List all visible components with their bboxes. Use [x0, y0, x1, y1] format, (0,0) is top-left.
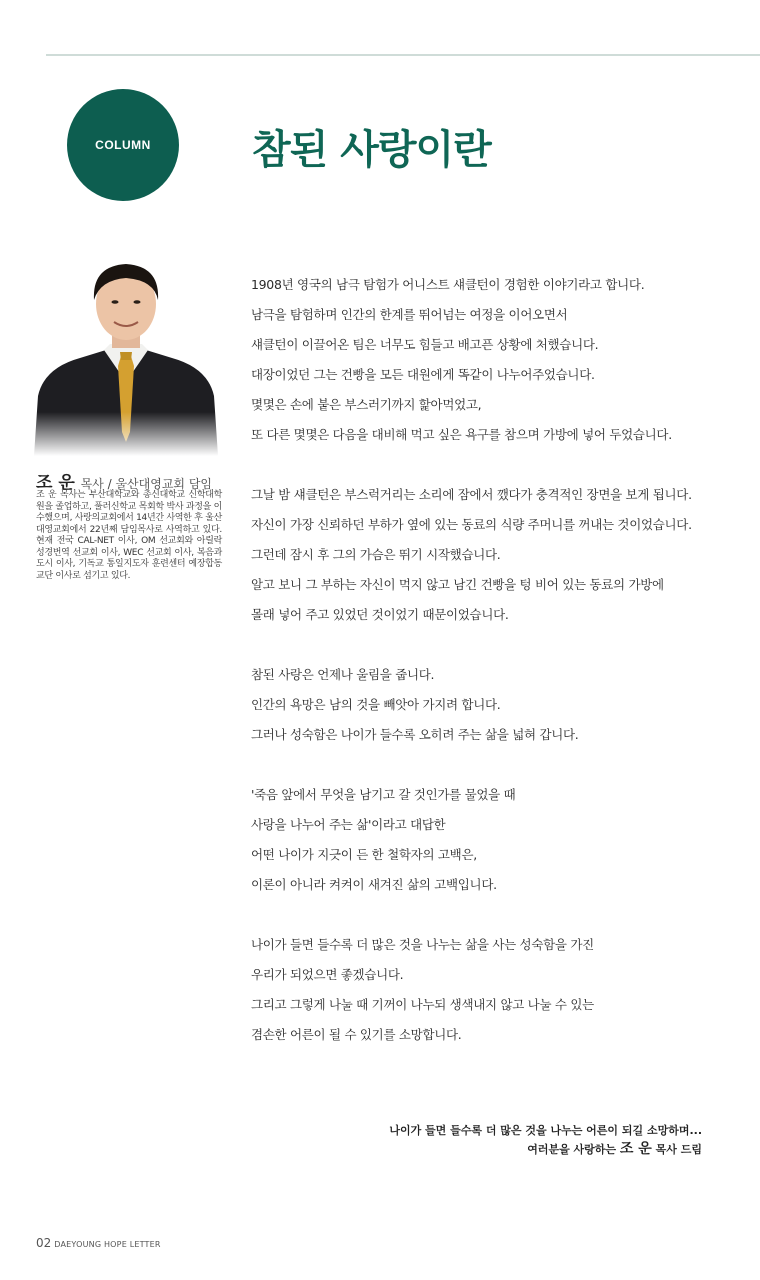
body-line: 그리고 그렇게 나눌 때 기꺼이 나누되 생색내지 않고 나눌 수 있는 — [251, 997, 594, 1012]
closing-prefix: 여러분을 사랑하는 — [527, 1143, 617, 1156]
body-line: 그런데 잠시 후 그의 가슴은 뛰기 시작했습니다. — [251, 547, 501, 562]
page-title: 참된 사랑이란 — [252, 127, 491, 173]
author-name: 조 운 — [36, 473, 75, 493]
body-line: 이론이 아니라 켜켜이 새겨진 삶의 고백입니다. — [251, 877, 497, 892]
closing-suffix: 목사 드림 — [655, 1143, 702, 1156]
body-paragraph — [251, 930, 721, 1050]
body-paragraph — [251, 270, 721, 450]
top-divider — [46, 54, 760, 56]
body-line: 자신이 가장 신뢰하던 부하가 옆에 있는 동료의 식량 주머니를 꺼내는 것이었습니다. — [251, 517, 692, 532]
body-line: 몇몇은 손에 붙은 부스러기까지 핥아먹었고, — [251, 397, 482, 412]
body-line: 알고 보니 그 부하는 자신이 먹지 않고 남긴 건빵을 텅 비어 있는 동료의 가방에 — [251, 577, 664, 592]
column-body — [251, 270, 721, 1050]
body-line: 그러나 성숙함은 나이가 들수록 오히려 주는 삶을 넓혀 갑니다. — [251, 727, 579, 742]
closing-signature — [389, 1122, 702, 1159]
body-line: 몰래 넣어 주고 있었던 것이었기 때문이었습니다. — [251, 607, 509, 622]
body-line: '죽음 앞에서 무엇을 남기고 갈 것인가를 물었을 때 — [251, 787, 516, 802]
page-number: 02 — [36, 1236, 52, 1250]
body-line: 사랑을 나누어 주는 삶'이라고 대답한 — [251, 817, 446, 832]
author-role: 목사 / 울산대영교회 담임 — [80, 477, 213, 491]
body-line: 인간의 욕망은 남의 것을 빼앗아 가지려 합니다. — [251, 697, 501, 712]
body-line: 대장이었던 그는 건빵을 모든 대원에게 똑같이 나누어주었습니다. — [251, 367, 595, 382]
body-line: 그날 밤 섀클턴은 부스럭거리는 소리에 잠에서 깼다가 충격적인 장면을 보게 됩니다. — [251, 487, 692, 502]
author-bio: 조 운 목사는 부산대학교와 총신대학교 신학대학원을 졸업하고, 풀러신학교 목회학 박사 과정을 이수했으며, 사랑의교회에서 14년간 사역한 후 울산 대영교회에서 22년째 담임목사로 사역하고 있다. 현재 전국 CAL-NET 이사, OM 선교회와 아릴락 성경번역 선교회 이사, WEC 선교회 이사, 복음과 도시 이사, 기독교 통일지도자 훈련센터 예장합동 교단 이사로 섬기고 있다. — [36, 490, 222, 581]
body-line: 섀클턴이 이끌어온 팀은 너무도 힘들고 배고픈 상황에 처했습니다. — [251, 337, 599, 352]
column-badge-label: COLUMN — [95, 138, 151, 152]
body-line: 겸손한 어른이 될 수 있기를 소망합니다. — [251, 1027, 462, 1042]
publication-name: DAEYOUNG HOPE LETTER — [54, 1240, 161, 1249]
body-line: 1908년 영국의 남극 탐험가 어니스트 섀클턴이 경험한 이야기라고 합니다. — [251, 277, 645, 292]
body-paragraph — [251, 660, 721, 750]
page-footer — [36, 1236, 161, 1250]
closing-line-1: 나이가 들면 들수록 더 많은 것을 나누는 어른이 되길 소망하며... — [389, 1124, 702, 1137]
body-line: 우리가 되었으면 좋겠습니다. — [251, 967, 404, 982]
body-line: 참된 사랑은 언제나 울림을 줍니다. — [251, 667, 435, 682]
body-paragraph — [251, 480, 721, 630]
body-line: 어떤 나이가 지긋이 든 한 철학자의 고백은, — [251, 847, 477, 862]
author-photo — [34, 256, 218, 456]
body-line: 또 다른 몇몇은 다음을 대비해 먹고 싶은 욕구를 참으며 가방에 넣어 두었습니다. — [251, 427, 672, 442]
closing-name: 조 운 — [619, 1141, 652, 1157]
column-badge — [67, 89, 179, 201]
body-line: 나이가 들면 들수록 더 많은 것을 나누는 삶을 사는 성숙함을 가진 — [251, 937, 594, 952]
closing-line-2 — [389, 1140, 702, 1159]
body-paragraph — [251, 780, 721, 900]
body-line: 남극을 탐험하며 인간의 한계를 뛰어넘는 여정을 이어오면서 — [251, 307, 568, 322]
